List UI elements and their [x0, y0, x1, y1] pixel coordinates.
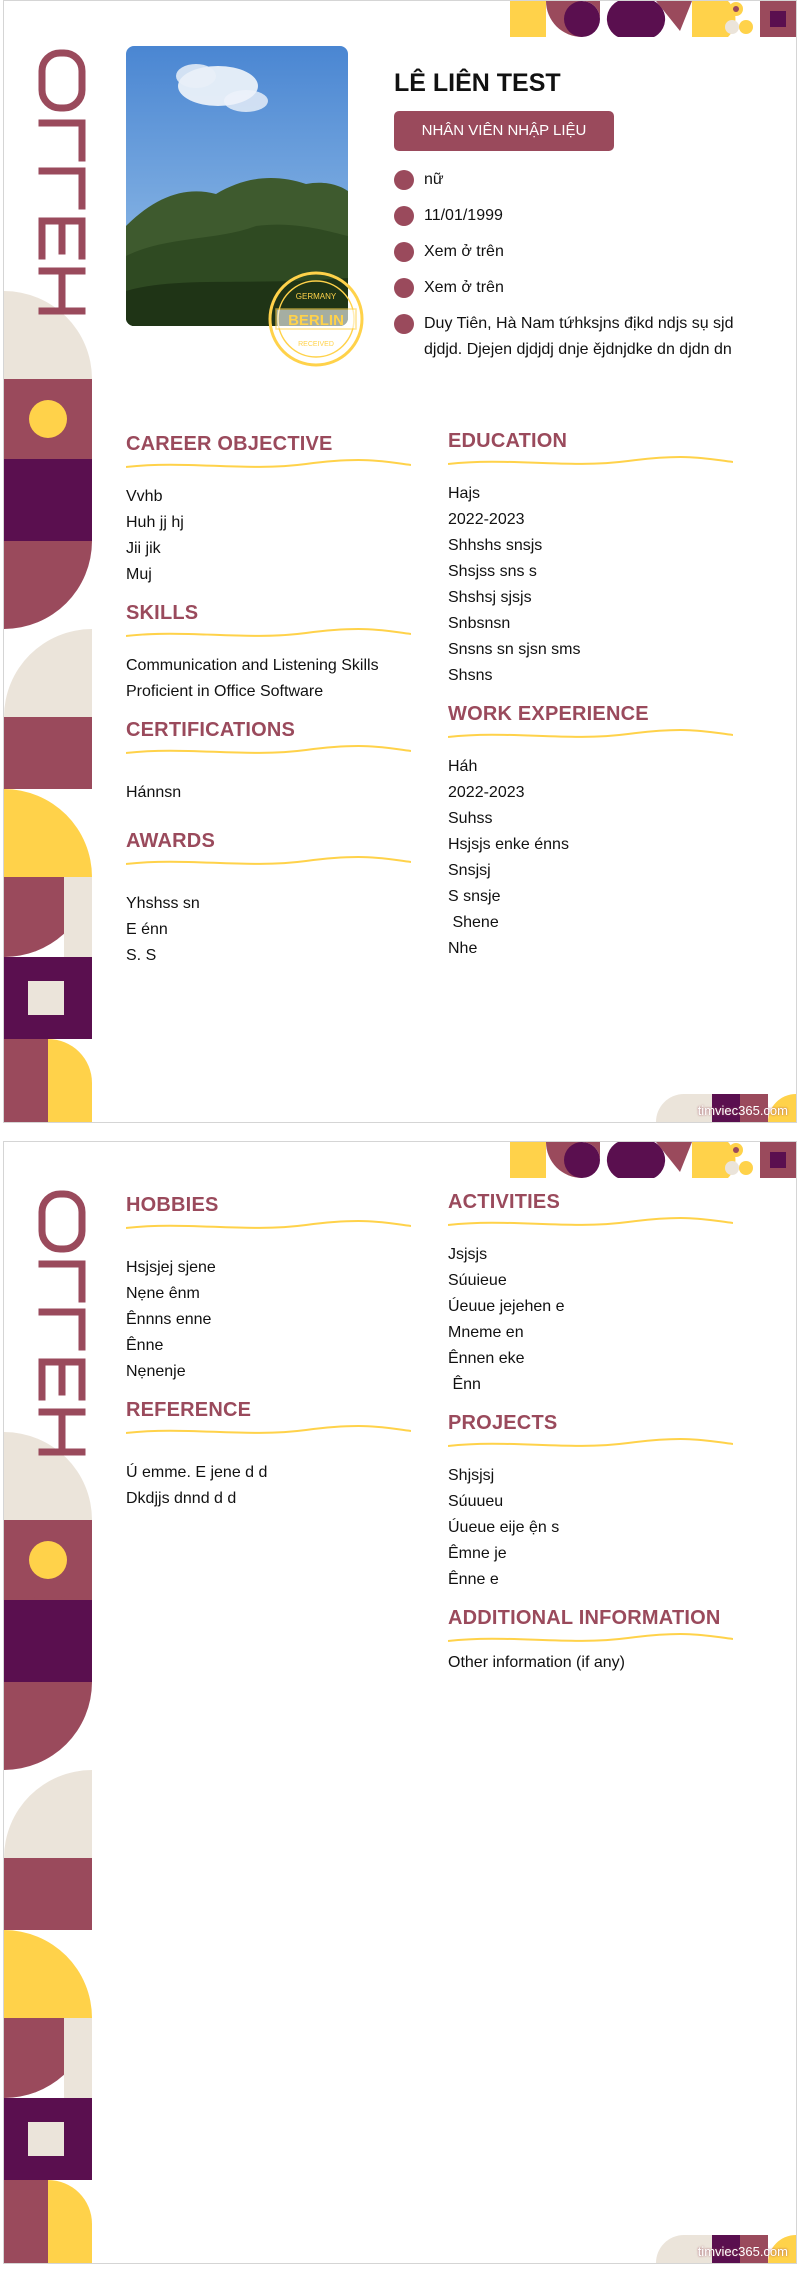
- info-birthday: [394, 203, 764, 229]
- list-item: S. S: [126, 947, 157, 964]
- info-phone: [394, 239, 764, 265]
- list-item: Mneme en: [448, 1324, 524, 1341]
- gender-icon: [394, 170, 414, 190]
- section-projects: [448, 1412, 738, 1593]
- list-item: Ú emme. E jene d d: [126, 1464, 268, 1481]
- info-email-text: Xem ở trên: [424, 279, 504, 296]
- wave-divider: [126, 1424, 411, 1438]
- list-item: Hsjsjej sjene: [126, 1259, 216, 1276]
- section-awards: [126, 830, 416, 969]
- wave-divider: [448, 1216, 733, 1230]
- list-item: 2022-2023: [448, 511, 525, 528]
- list-item: Ênne: [126, 1337, 164, 1354]
- list-item: Shsns: [448, 667, 493, 684]
- list-item: Vvhb: [126, 488, 163, 505]
- top-decor-band: [510, 1142, 796, 1178]
- home-icon: [394, 314, 414, 334]
- stamp-middle: BERLIN: [288, 312, 344, 329]
- section-title: CAREER OBJECTIVE: [126, 433, 333, 455]
- section-title: WORK EXPERIENCE: [448, 703, 649, 725]
- wave-divider: [448, 1632, 733, 1646]
- right-column: [448, 430, 738, 976]
- list-item: Jsjsjs: [448, 1246, 488, 1263]
- hello-graphic: [32, 41, 92, 321]
- list-item: Other information (if any): [448, 1654, 625, 1671]
- list-item: Dkdjjs dnnd d d: [126, 1490, 237, 1507]
- left-column: [126, 433, 416, 983]
- wave-divider: [448, 728, 733, 742]
- berlin-stamp: [266, 269, 366, 369]
- section-additional-information: [448, 1607, 738, 1676]
- list-item: Ênn: [448, 1376, 481, 1393]
- section-title: EDUCATION: [448, 430, 568, 452]
- list-item: Nẹne ênm: [126, 1285, 200, 1302]
- wave-divider: [448, 455, 733, 469]
- section-career-objective: [126, 433, 416, 588]
- list-item: Shhshs snsjs: [448, 537, 543, 554]
- list-item: Suhss: [448, 810, 493, 827]
- left-decor-strip: [4, 1142, 92, 2263]
- candidate-name: LÊ LIÊN TEST: [394, 69, 561, 97]
- info-gender-text: nữ: [424, 171, 444, 188]
- section-skills: [126, 602, 416, 705]
- list-item: E énn: [126, 921, 168, 938]
- list-item: Shene: [448, 914, 499, 931]
- list-item: Proficient in Office Software: [126, 683, 324, 700]
- section-title: CERTIFICATIONS: [126, 719, 296, 741]
- section-title: SKILLS: [126, 602, 199, 624]
- hello-graphic: [32, 1182, 92, 1462]
- list-item: Súuueu: [448, 1493, 504, 1510]
- list-item: Ênnen eke: [448, 1350, 525, 1367]
- info-gender: [394, 167, 764, 193]
- section-activities: [448, 1191, 738, 1398]
- list-item: Shsjss sns s: [448, 563, 537, 580]
- list-item: Nẹnenje: [126, 1363, 186, 1380]
- section-title: HOBBIES: [126, 1194, 219, 1216]
- list-item: Yhshss sn: [126, 895, 200, 912]
- list-item: Ênnns enne: [126, 1311, 212, 1328]
- list-item: Úueue eije ện s: [448, 1519, 560, 1536]
- top-decor-band: [510, 1, 796, 37]
- left-column: [126, 1194, 416, 1526]
- wave-divider: [126, 458, 411, 472]
- section-title: REFERENCE: [126, 1399, 252, 1421]
- footer-brand: timviec365.com: [697, 1103, 788, 1118]
- section-title: ADDITIONAL INFORMATION: [448, 1607, 721, 1629]
- wave-divider: [448, 1437, 733, 1451]
- left-decor-strip: [4, 1, 92, 1122]
- list-item: 2022-2023: [448, 784, 525, 801]
- list-item: Háh: [448, 758, 478, 775]
- section-hobbies: [126, 1194, 416, 1385]
- stamp-top: GERMANY: [295, 292, 337, 301]
- wave-divider: [126, 1219, 411, 1233]
- section-reference: [126, 1399, 416, 1512]
- list-item: Snsns sn sjsn sms: [448, 641, 581, 658]
- calendar-icon: [394, 206, 414, 226]
- list-item: Nhe: [448, 940, 478, 957]
- list-item: Muj: [126, 566, 152, 583]
- list-item: Hánnsn: [126, 784, 182, 801]
- list-item: Snsjsj: [448, 862, 491, 879]
- section-work-experience: [448, 703, 738, 962]
- cv-page-2: [3, 1141, 797, 2264]
- list-item: Snbsnsn: [448, 615, 511, 632]
- list-item: Êmne je: [448, 1545, 507, 1562]
- section-title: AWARDS: [126, 830, 215, 852]
- section-education: [448, 430, 738, 689]
- list-item: Jii jik: [126, 540, 161, 557]
- list-item: S snsje: [448, 888, 501, 905]
- info-address: [394, 311, 764, 363]
- footer-brand: timviec365.com: [697, 2244, 788, 2259]
- info-birthday-text: 11/01/1999: [424, 207, 503, 224]
- wave-divider: [126, 744, 411, 758]
- list-item: Hajs: [448, 485, 481, 502]
- right-column: [448, 1191, 738, 1690]
- phone-icon: [394, 242, 414, 262]
- list-item: Ênne e: [448, 1571, 499, 1588]
- list-item: Huh jj hj: [126, 514, 184, 531]
- email-icon: [394, 278, 414, 298]
- section-certifications: [126, 719, 416, 806]
- wave-divider: [126, 855, 411, 869]
- info-email: [394, 275, 764, 301]
- cv-page-1: [3, 0, 797, 1123]
- list-item: Shjsjsj: [448, 1467, 495, 1484]
- list-item: Communication and Listening Skills: [126, 657, 379, 674]
- list-item: Shshsj sjsjs: [448, 589, 532, 606]
- wave-divider: [126, 627, 411, 641]
- position-badge: NHÂN VIÊN NHẬP LIỆU: [394, 111, 614, 151]
- section-title: PROJECTS: [448, 1412, 558, 1434]
- list-item: Hsjsjs enke énns: [448, 836, 569, 853]
- list-item: Úeuue jejehen e: [448, 1298, 565, 1315]
- list-item: Súuieue: [448, 1272, 507, 1289]
- section-title: ACTIVITIES: [448, 1191, 561, 1213]
- stamp-bottom: RECEIVED: [298, 341, 334, 348]
- info-phone-text: Xem ở trên: [424, 243, 504, 260]
- info-address-text: Duy Tiên, Hà Nam tứhksjns địkd ndjs sụ sjd djdjd. Djejen djdjdj dnje ějdnjdke dn djdn dn: [424, 315, 734, 358]
